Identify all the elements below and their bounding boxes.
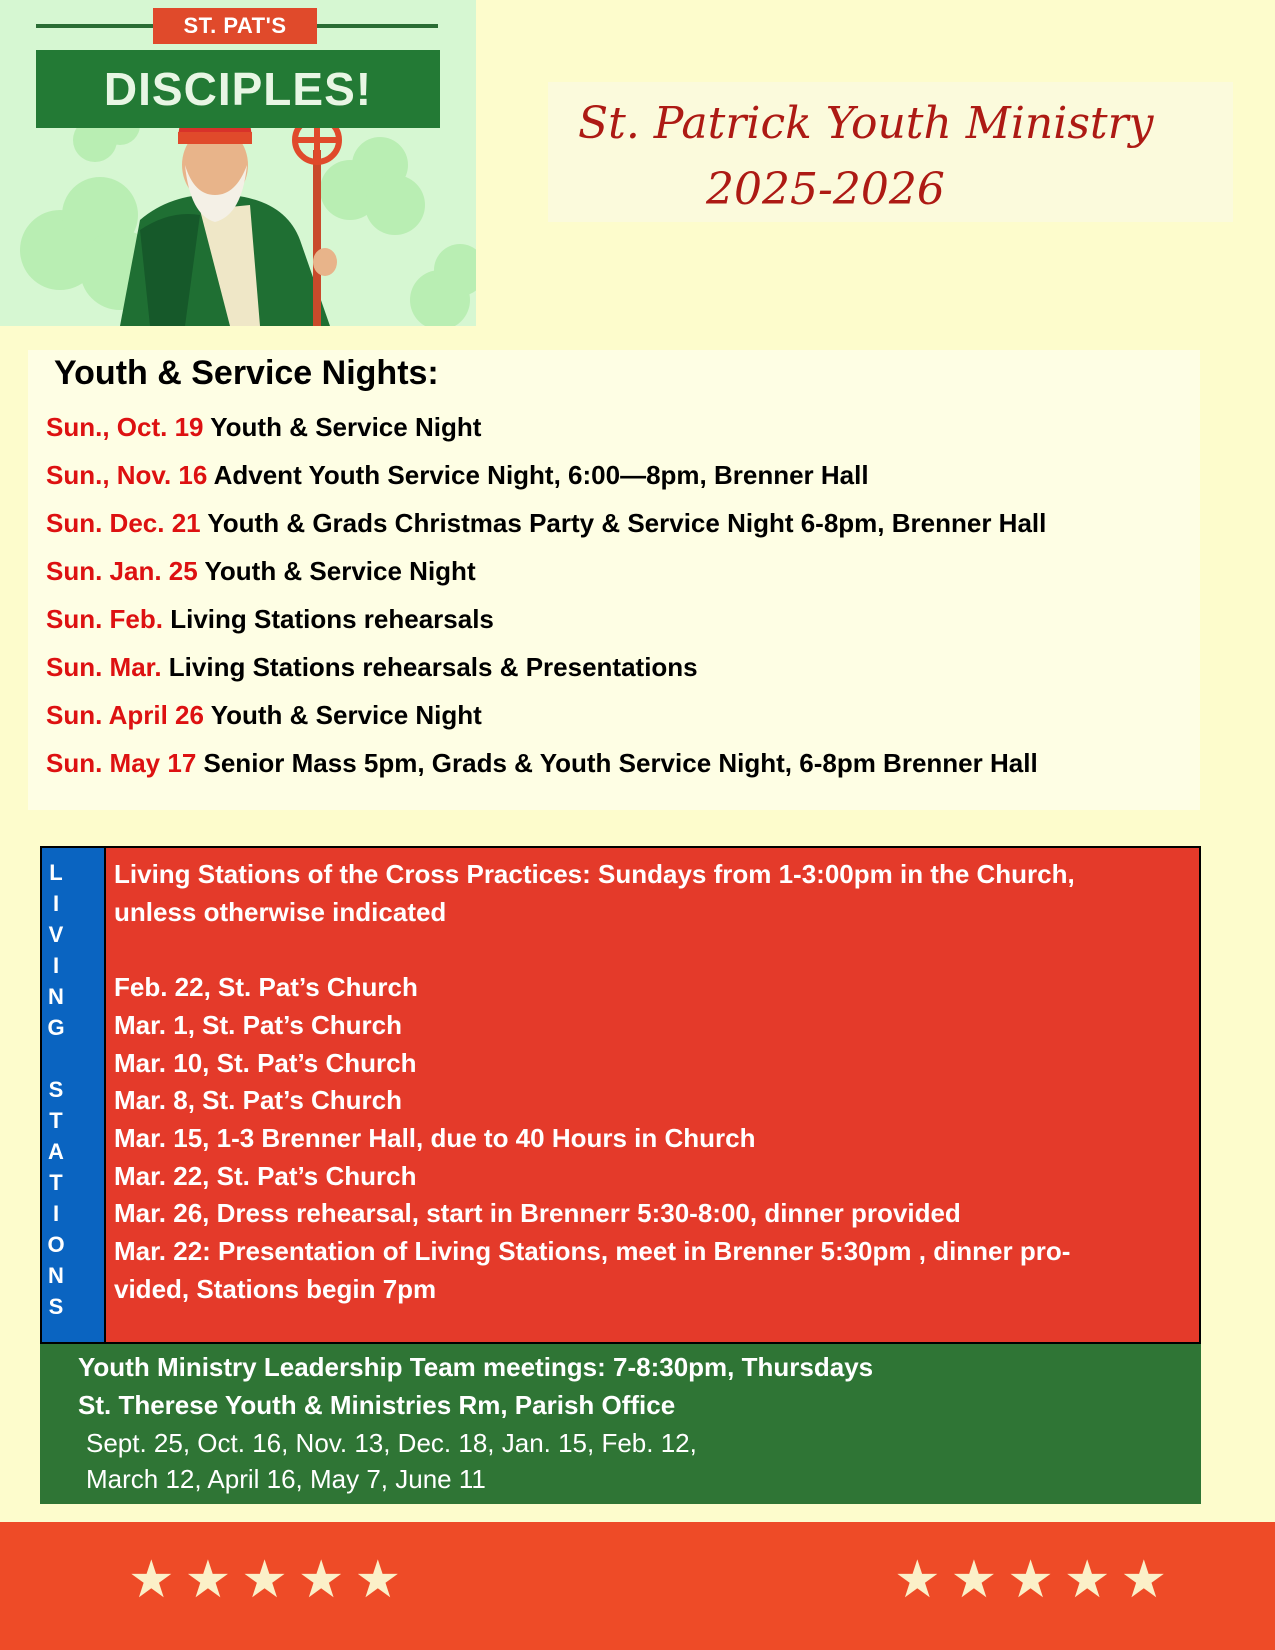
event-desc: Youth & Service Night: [197, 556, 476, 586]
leadership-heading: Youth Ministry Leadership Team meetings: 7-8:30pm, Thursdays: [78, 1352, 874, 1382]
event-date: Sun., Oct. 19: [46, 412, 204, 442]
event-desc: Living Stations rehearsals & Presentations: [161, 652, 698, 682]
stations-date: vided, Stations begin 7pm: [114, 1273, 437, 1304]
event-row: [46, 604, 494, 635]
event-row: [46, 508, 1046, 539]
event-desc: Youth & Service Night: [203, 700, 482, 730]
living-stations-section: [40, 846, 1201, 1344]
star-icon: ★★★★★: [128, 1551, 412, 1609]
event-desc: Living Stations rehearsals: [163, 604, 494, 634]
logo-tag: ST. PAT'S: [153, 8, 317, 44]
stations-date: Mar. 15, 1-3 Brenner Hall, due to 40 Hours in Church: [114, 1122, 756, 1153]
leadership-dates: Sept. 25, Oct. 16, Nov. 13, Dec. 18, Jan. 15, Feb. 12,: [86, 1428, 697, 1458]
event-row: [46, 652, 698, 683]
event-row: [46, 556, 476, 587]
side-letter: I: [52, 891, 60, 916]
event-date: Sun. April 26: [46, 700, 204, 730]
side-letter: T: [49, 1170, 63, 1195]
side-letter: I: [52, 953, 60, 978]
event-desc: Youth & Grads Christmas Party & Service Night 6-8pm, Brenner Hall: [200, 508, 1047, 538]
event-desc: Advent Youth Service Night, 6:00—8pm, Brenner Hall: [207, 460, 869, 490]
event-desc: Youth & Service Night: [203, 412, 482, 442]
stations-date: Mar. 26, Dress rehearsal, start in Brennerr 5:30-8:00, dinner provided: [114, 1198, 961, 1229]
side-letter: V: [48, 922, 64, 947]
leadership-location: St. Therese Youth & Ministries Rm, Parish Office: [78, 1390, 676, 1420]
stations-intro: Living Stations of the Cross Practices: Sundays from 1-3:00pm in the Church,: [114, 859, 1075, 889]
event-date: Sun. Jan. 25: [46, 556, 198, 586]
living-stations-side-label: [42, 848, 106, 1342]
event-date: Sun. May 17: [46, 748, 197, 778]
stations-date: Mar. 22: Presentation of Living Stations, meet in Brenner 5:30pm , dinner pro-: [114, 1236, 1071, 1267]
event-date: Sun. Mar.: [46, 652, 162, 682]
event-date: Sun. Feb.: [46, 604, 163, 634]
leadership-section: [40, 1344, 1201, 1504]
stations-date: Feb. 22, St. Pat’s Church: [114, 972, 418, 1003]
logo-banner: DISCIPLES!: [36, 50, 440, 128]
stations-date: Mar. 22, St. Pat’s Church: [114, 1160, 417, 1191]
side-letter: S: [48, 1077, 64, 1102]
spacer: [114, 931, 1194, 969]
side-letter: N: [48, 984, 64, 1009]
youth-service-section: [28, 350, 1200, 810]
side-letter: N: [48, 1263, 64, 1288]
living-stations-body: [114, 856, 1194, 1308]
leadership-dates: March 12, April 16, May 7, June 11: [86, 1464, 486, 1494]
footer-band: [0, 1522, 1275, 1650]
side-letter: I: [52, 1201, 60, 1226]
star-icon: ★★★★★: [894, 1551, 1178, 1609]
stations-date: Mar. 10, St. Pat’s Church: [114, 1047, 417, 1078]
side-letter: O: [47, 1232, 65, 1257]
side-letter: L: [49, 860, 63, 885]
title-line-2: 2025-2026: [706, 164, 945, 215]
event-row: [46, 748, 1038, 779]
side-letter: S: [48, 1294, 64, 1319]
saint-patrick-illustration: [0, 0, 476, 326]
stations-date: Mar. 8, St. Pat’s Church: [114, 1085, 403, 1116]
title-line-1: St. Patrick Youth Ministry: [578, 98, 1154, 149]
event-date: Sun. Dec. 21: [46, 508, 201, 538]
event-row: [46, 700, 482, 731]
stations-date: Mar. 1, St. Pat’s Church: [114, 1009, 403, 1040]
event-desc: Senior Mass 5pm, Grads & Youth Service Night, 6-8pm Brenner Hall: [196, 748, 1038, 778]
side-letter: G: [47, 1015, 65, 1040]
side-letter: T: [49, 1108, 63, 1133]
side-letter: A: [48, 1139, 64, 1164]
event-row: [46, 412, 481, 443]
stations-intro: unless otherwise indicated: [114, 896, 447, 927]
logo-graphic: [0, 0, 476, 326]
event-row: [46, 460, 869, 491]
event-date: Sun., Nov. 16: [46, 460, 208, 490]
section-heading: Youth & Service Nights:: [54, 354, 439, 392]
page-title: [548, 82, 1233, 222]
